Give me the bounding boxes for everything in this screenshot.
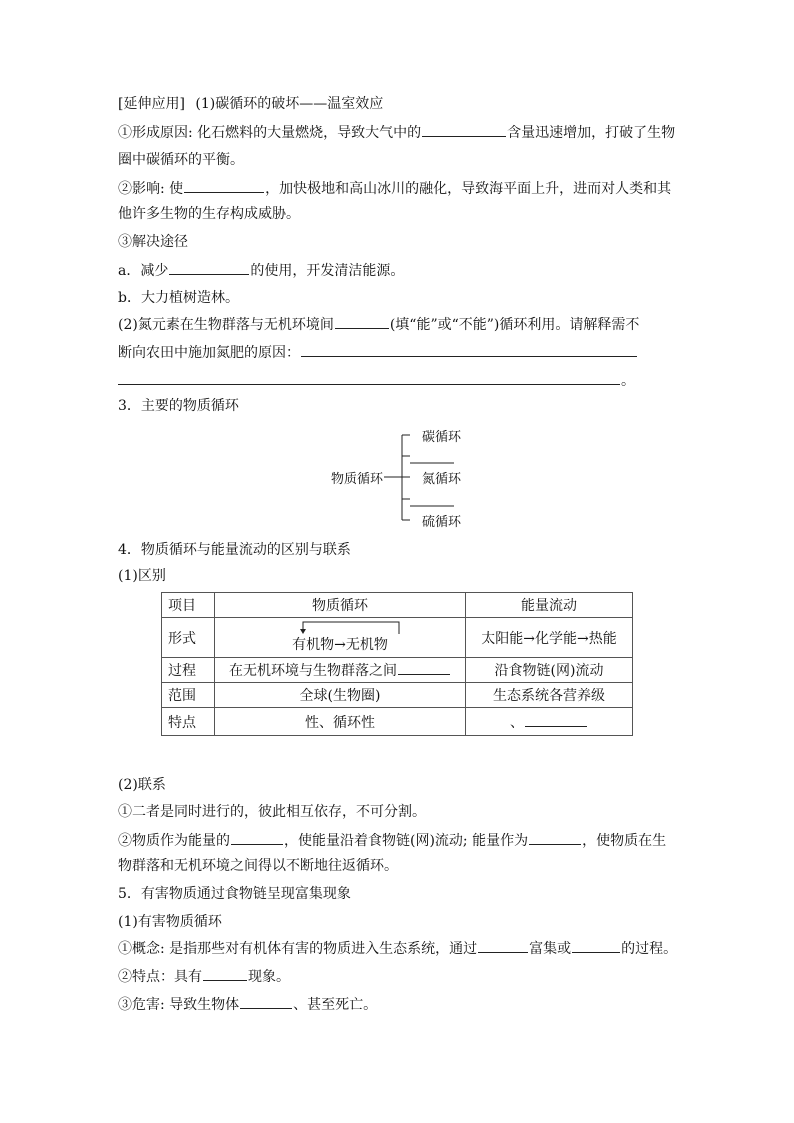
relation-2-text-2: ，使能量沿着食物链(网)流动; 能量作为 <box>284 833 529 849</box>
feature-material-cell: 性、循环性 <box>215 708 466 736</box>
extension-label: [延伸应用] <box>118 96 185 112</box>
feature-energy-text: 、 <box>510 714 524 731</box>
extension-title: (1)碳循环的破坏——温室效应 <box>195 96 384 112</box>
section-4-sub2: (2)联系 <box>118 777 166 793</box>
table-header-row <box>162 593 633 618</box>
harm-danger-text: ③危害: 导致生物体 <box>118 997 240 1013</box>
form-organic: 有机物 <box>292 636 335 653</box>
solution-heading: ③解决途径 <box>118 234 188 250</box>
cause-text-2: 含量迅速增加，打破了生物 <box>507 125 676 141</box>
effect-text-2: ，加快极地和高山冰川的融化，导致海平面上升，进而对人类和其 <box>265 181 672 197</box>
cycle-item-sulfur: 硫循环 <box>422 515 462 530</box>
form-arrow-icon: → <box>334 636 346 653</box>
period: 。 <box>621 373 635 389</box>
section-4-title: 4．物质循环与能量流动的区别与联系 <box>118 542 351 558</box>
process-material-cell <box>215 658 466 683</box>
relation-2-text: ②物质作为能量的 <box>118 833 230 849</box>
harm-danger <box>118 994 377 1015</box>
process-energy-cell: 沿食物链(网)流动 <box>466 658 633 683</box>
relation-2-line-2: 物群落和无机环境之间得以不断地往返循环。 <box>118 858 398 874</box>
cycle-return-arrow <box>279 620 419 634</box>
form-cycle-cell <box>215 618 466 658</box>
effect-text: ②影响: 使 <box>118 181 184 197</box>
form-energy-cell: 太阳能→化学能→热能 <box>466 618 633 658</box>
answer-blank-3[interactable] <box>169 260 249 275</box>
harm-feature <box>118 966 290 987</box>
solution-a-text-2: 的使用，开发清洁能源。 <box>250 263 405 279</box>
answer-blank-6[interactable] <box>118 370 620 385</box>
section-5-title: 5．有害物质通过食物链呈现富集现象 <box>118 886 351 902</box>
cycle-item-nitrogen: 氮循环 <box>422 472 462 487</box>
answer-blank-7[interactable] <box>231 830 283 845</box>
harm-concept-text: ①概念: 是指那些对有机体有害的物质进入生态系统，通过 <box>118 941 478 957</box>
section-3-title: 3．主要的物质循环 <box>118 398 239 414</box>
scope-energy-cell: 生态系统各营养级 <box>466 683 633 708</box>
harm-concept-text-2: 富集或 <box>529 941 572 957</box>
cycle-root-label: 物质循环 <box>331 472 384 487</box>
cause-line <box>118 122 675 143</box>
harm-concept-text-3: 的过程。 <box>621 941 678 957</box>
relation-2-text-3: ，使物质在生 <box>582 833 667 849</box>
comparison-table <box>161 592 633 736</box>
table-header-cell: 能量流动 <box>466 593 633 618</box>
row-label: 特点 <box>162 708 215 736</box>
answer-blank-10[interactable] <box>572 938 620 953</box>
effect-line <box>118 178 671 199</box>
answer-blank-8[interactable] <box>529 830 581 845</box>
solution-b: b．大力植树造林。 <box>118 290 239 306</box>
answer-blank-9[interactable] <box>478 938 528 953</box>
nitrogen-reason-text: 断向农田中施加氮肥的原因： <box>118 345 300 361</box>
nitrogen-line <box>118 314 639 335</box>
relation-2 <box>118 830 666 851</box>
harm-concept <box>118 938 677 959</box>
table-row <box>162 658 633 683</box>
form-inorganic: 无机物 <box>345 636 388 653</box>
section-5-sub1: (1)有害物质循环 <box>118 914 222 930</box>
nitrogen-text: (2)氮元素在生物群落与无机环境间 <box>118 317 334 333</box>
harm-feature-text-2: 现象。 <box>248 969 290 985</box>
process-material-text: 在无机环境与生物群落之间 <box>229 663 397 679</box>
answer-blank-table-2[interactable] <box>525 712 587 727</box>
extension-heading-line <box>118 94 383 114</box>
table-header-cell: 物质循环 <box>215 593 466 618</box>
feature-energy-cell <box>466 708 633 736</box>
cause-text: ①形成原因: 化石燃料的大量燃烧，导致大气中的 <box>118 125 422 141</box>
nitrogen-reason-line <box>118 342 638 363</box>
answer-blank-2[interactable] <box>184 178 264 193</box>
row-label: 形式 <box>162 618 215 658</box>
harm-feature-text: ②特点：具有 <box>118 969 202 985</box>
answer-blank-table-1[interactable] <box>398 660 450 675</box>
table-header-cell: 项目 <box>162 593 215 618</box>
solution-a-text: a．减少 <box>118 263 169 279</box>
relation-1: ①二者是同时进行的，彼此相互依存，不可分割。 <box>118 804 426 820</box>
answer-blank-5[interactable] <box>301 342 637 357</box>
cause-line-2: 圈中碳循环的平衡。 <box>118 152 244 168</box>
nitrogen-text-2: (填“能”或“不能”)循环利用。请解释需不 <box>389 317 640 333</box>
scope-material-cell: 全球(生物圈) <box>215 683 466 708</box>
table-row <box>162 708 633 736</box>
row-label: 过程 <box>162 658 215 683</box>
harm-danger-text-2: 、甚至死亡。 <box>293 997 378 1013</box>
nitrogen-reason-line-2 <box>118 370 635 391</box>
solution-a <box>118 260 404 281</box>
answer-blank-11[interactable] <box>203 966 247 981</box>
answer-blank-4[interactable] <box>335 314 389 329</box>
table-row <box>162 683 633 708</box>
answer-blank-12[interactable] <box>240 994 292 1009</box>
cycle-item-carbon: 碳循环 <box>422 430 462 445</box>
row-label: 范围 <box>162 683 215 708</box>
section-4-sub1: (1)区别 <box>118 568 166 584</box>
table-row <box>162 618 633 658</box>
answer-blank-1[interactable] <box>422 122 506 137</box>
effect-line-2: 他许多生物的生存构成威胁。 <box>118 206 300 222</box>
